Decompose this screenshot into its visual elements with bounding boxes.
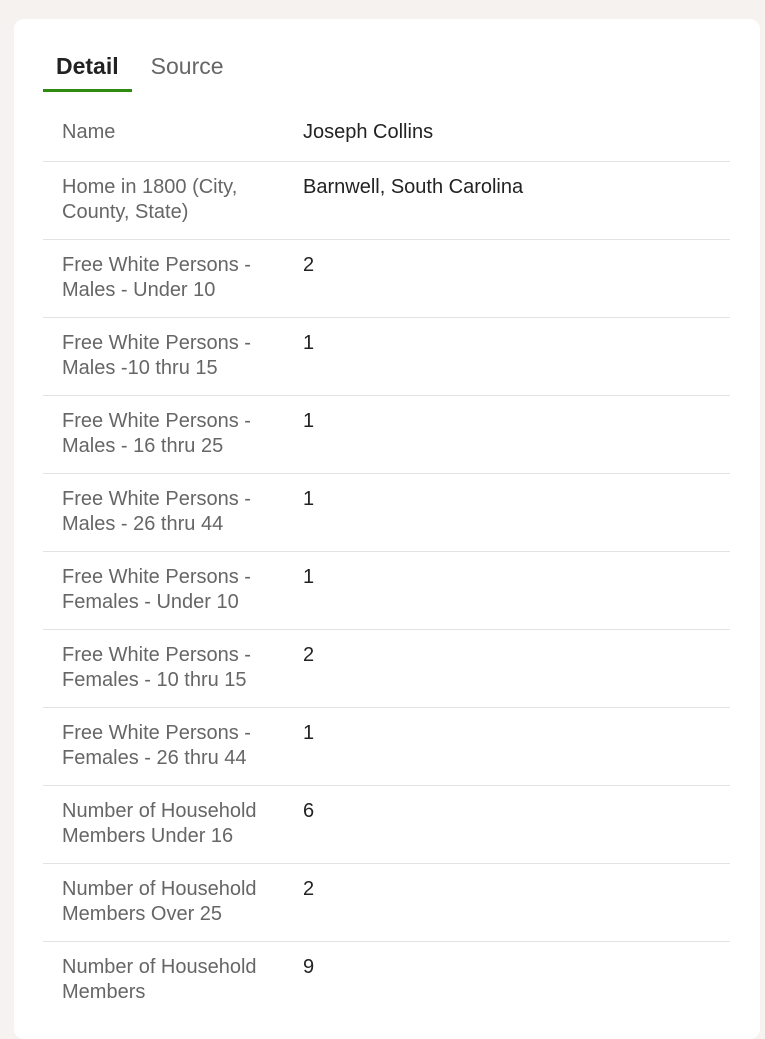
record-detail-card — [14, 19, 760, 1039]
field-label: Free White Persons - Males - 26 thru 44 — [62, 488, 251, 535]
field-label: Number of Household Members Under 16 — [62, 800, 257, 847]
field-value: 1 — [303, 566, 315, 588]
table-row — [43, 92, 730, 162]
table-row — [43, 942, 730, 1020]
field-label: Name — [62, 121, 116, 143]
field-label: Free White Persons - Females - Under 10 — [62, 566, 251, 613]
field-value: Barnwell, South Carolina — [303, 176, 524, 198]
field-value: 1 — [303, 722, 315, 744]
field-label: Free White Persons - Females - 10 thru 15 — [62, 644, 251, 691]
field-value: 2 — [303, 644, 315, 666]
table-row — [43, 552, 730, 630]
field-label: Number of Household Members Over 25 — [62, 878, 257, 925]
tab-source[interactable]: Source — [150, 53, 224, 79]
field-value: 1 — [303, 332, 315, 354]
field-value: 2 — [303, 254, 315, 276]
field-label: Free White Persons - Males - Under 10 — [62, 254, 251, 301]
table-row — [43, 318, 730, 396]
field-value: 9 — [303, 956, 315, 978]
field-label: Free White Persons - Males -10 thru 15 — [62, 332, 251, 379]
field-value: Joseph Collins — [303, 121, 434, 143]
table-row — [43, 708, 730, 786]
table-row — [43, 474, 730, 552]
table-row — [43, 630, 730, 708]
field-label: Free White Persons - Males - 16 thru 25 — [62, 410, 251, 457]
field-value: 1 — [303, 488, 315, 510]
table-row — [43, 240, 730, 318]
field-value: 6 — [303, 800, 315, 822]
field-value: 2 — [303, 878, 315, 900]
field-value: 1 — [303, 410, 315, 432]
table-row — [43, 162, 730, 240]
tab-detail[interactable]: Detail — [43, 49, 132, 92]
field-label: Home in 1800 (City, County, State) — [62, 176, 238, 223]
table-row — [43, 864, 730, 942]
tab-bar — [43, 49, 239, 93]
detail-table — [43, 92, 730, 1020]
field-label: Free White Persons - Females - 26 thru 44 — [62, 722, 251, 769]
field-label: Number of Household Members — [62, 956, 257, 1003]
table-row — [43, 396, 730, 474]
table-row — [43, 786, 730, 864]
